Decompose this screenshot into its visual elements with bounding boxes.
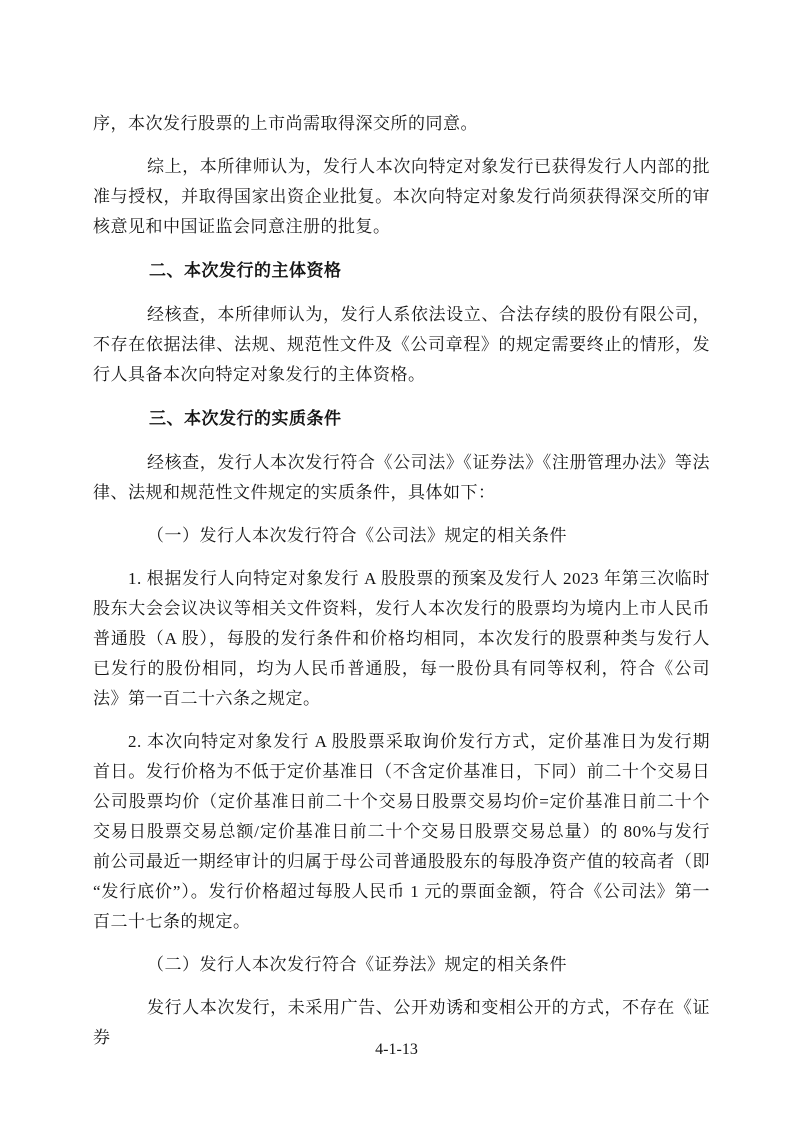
subsection-heading-2-securities-law: （二）发行人本次发行符合《证券法》规定的相关条件 — [147, 955, 567, 974]
paragraph-conclusion-approvals: 综上，本所律师认为，发行人本次向特定对象发行已获得发行人内部的批准与授权，并取得国家出资企业批复。本次向特定对象发行尚须获得深交所的审核意见和中国证监会同意注册的批复。 — [93, 157, 710, 236]
paragraph-continuation: 序，本次发行股票的上市尚需取得深交所的同意。 — [93, 114, 478, 133]
page-number: 4-1-13 — [375, 1041, 418, 1058]
paragraph-securities-law-start: 发行人本次发行，未采用广告、公开劝诱和变相公开的方式，不存在《证券 — [93, 998, 710, 1047]
paragraph-subject-qualification: 经核查，本所律师认为，发行人系依法设立、合法存续的股份有限公司，不存在依据法律、法规、规范性文件及《公司章程》的规定需要终止的情形，发行人具备本次向特定对象发行的主体资格。 — [93, 305, 710, 384]
numbered-item-2: 2. 本次向特定对象发行 A 股股票采取询价发行方式，定价基准日为发行期首日。发行价格为不低于定价基准日（不含定价基准日，下同）前二十个交易日公司股票均价（定价基准日前二十个交易日股票交易均价=定价基准日前二十个交易日股票交易总额/定价基准日前二十个交易日股票交易总量）的 80%与发行前公司最近一期经审计的归属于母公司普通股股东的每股净资产值的较高者（即“发行底价”）。发行价格超过每股人民币 1 元的票面金额，符合《公司法》第一百二十七条的规定。 — [93, 732, 710, 931]
paragraph-substantive-conditions-intro: 经核查，发行人本次发行符合《公司法》《证券法》《注册管理办法》等法律、法规和规范性文件规定的实质条件，具体如下： — [93, 453, 710, 502]
numbered-item-1: 1. 根据发行人向特定对象发行 A 股股票的预案及发行人 2023 年第三次临时股东大会会议决议等相关文件资料，发行人本次发行的股票均为境内上市人民币普通股（A 股），每股的发行条件和价格均相同，本次发行的股票种类与发行人已发行的股份相同，均为人民币普通股，每一股份具有同等权利，符合《公司法》第一百二十六条之规定。 — [93, 569, 710, 708]
subsection-heading-1-company-law: （一）发行人本次发行符合《公司法》规定的相关条件 — [147, 526, 567, 545]
document-body — [93, 0, 710, 1066]
section-heading-3-substantive-conditions: 三、本次发行的实质条件 — [149, 409, 342, 428]
section-heading-2-subject-qualification: 二、本次发行的主体资格 — [149, 261, 342, 280]
